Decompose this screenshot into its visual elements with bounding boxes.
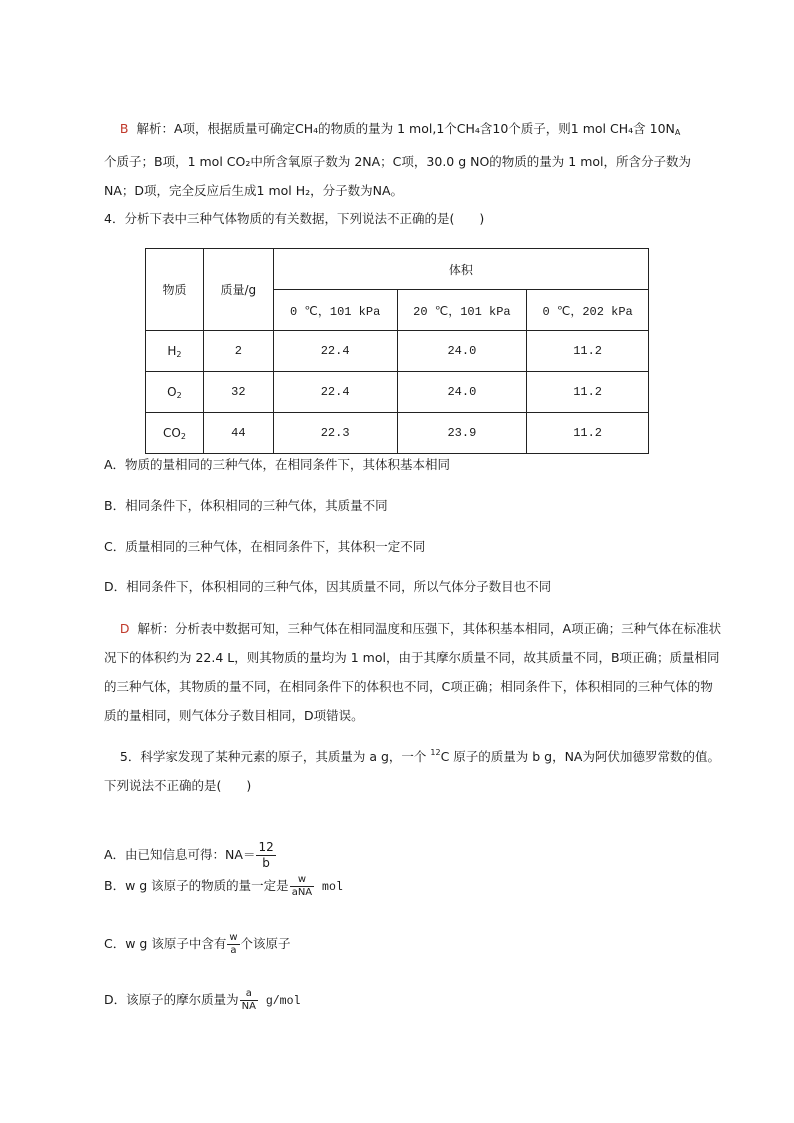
q4-stem: 4．分析下表中三种气体物质的有关数据，下列说法不正确的是( ): [104, 211, 485, 226]
table-cell-substance: $CO_2$: [146, 413, 204, 454]
table-header-substance: 物质: [146, 249, 204, 331]
table-header-condition-3: 0 ℃，202 kPa: [527, 290, 649, 331]
table-row: [146, 413, 649, 454]
q5-option-c: C．w g 该原子中含有 $\frac{w}{a}$ 个该原子: [104, 932, 291, 956]
table-cell-substance: $O_2$: [146, 372, 204, 413]
table-header-mass: 质量/g: [203, 249, 273, 331]
q4-option-d: D．相同条件下，体积相同的三种气体，因其质量不同，所以气体分子数目也不同: [104, 579, 552, 594]
table-cell-mass: 44: [203, 413, 273, 454]
table-cell-volume: 11.2: [527, 372, 649, 413]
table-cell-volume: 22.4: [273, 372, 397, 413]
table-header-volume: 体积: [273, 249, 648, 290]
table-cell-mass: 32: [203, 372, 273, 413]
q4-answer: D: [119, 621, 130, 636]
q5-option-b: B．w g 该原子的物质的量一定是 $\frac{w}{\text{aNA}}$ mol: [104, 874, 343, 898]
table-cell-volume: 11.2: [527, 413, 649, 454]
q3-solution-line3: NA；D项，完全反应后生成1 mol H₂，分子数为NA。: [104, 183, 404, 198]
table-row: [146, 331, 649, 372]
table-cell-volume: 11.2: [527, 331, 649, 372]
q3-answer: B: [119, 121, 129, 136]
q5-option-d-fraction: $\frac{a}{NA}$: [241, 988, 256, 1012]
q5-option-a: A．由已知信息可得：NA＝ $\frac{12}{b}$: [104, 840, 274, 870]
q5-option-d: D．该原子的摩尔质量为 $\frac{a}{NA}$ g/mol: [104, 988, 301, 1012]
table-header-condition-2: 20 ℃，101 kPa: [397, 290, 527, 331]
table-cell-mass: 2: [203, 331, 273, 372]
q4-option-a: A．物质的量相同的三种气体，在相同条件下，其体积基本相同: [104, 457, 451, 472]
q3-solution-line1: ：A项，根据质量可确定CH₄的物质的量为 1 mol,1个CH₄含10个质子，则1 mol CH₄含 10N: [161, 121, 675, 136]
q4-option-b: B．相同条件下，体积相同的三种气体，其质量不同: [104, 498, 388, 513]
table-cell-volume: 22.3: [273, 413, 397, 454]
q5-option-a-fraction: $\frac{12}{b}$: [258, 840, 274, 870]
q4-solution-label: 解析: [137, 621, 163, 636]
table-cell-volume: 24.0: [397, 372, 527, 413]
table-cell-volume: 24.0: [397, 331, 527, 372]
q3-solution-line2: 个质子；B项，1 mol CO₂中所含氧原子数为 2NA；C项，30.0 g NO的物质的量为 1 mol，所含分子数为: [104, 154, 692, 169]
table-header-condition-1: 0 ℃，101 kPa: [273, 290, 397, 331]
q3-solution-line1-sub: A: [674, 128, 681, 137]
q5-option-b-fraction: $\frac{w}{\text{aNA}}$: [291, 874, 313, 898]
table-cell-substance: $H_2$: [146, 331, 204, 372]
table-cell-volume: 23.9: [397, 413, 527, 454]
q4-data-table: [145, 248, 649, 454]
q5-stem: 5．科学家发现了某种元素的原子，其质量为 a g，一个 $^{12}$C 原子的质量为 b g，NA为阿伏加德罗常数的值。下列说法不正确的是( ): [104, 748, 720, 793]
q4-solution-text: ：分析表中数据可知，三种气体在相同温度和压强下，其体积基本相同，A项正确；三种气体在标准状况下的体积约为 22.4 L，则其物质的量均为 1 mol，由于其摩尔质量不同，故其质量不同，B项正确；质量相同的三种气体，其物质的量不同，在相同条件下的体积也不同，C项正确；相同条件下，体积相同的三种气体的物质的量相同，则气体分子数目相同，D项错误。: [104, 621, 722, 723]
q5-option-c-fraction: $\frac{w}{a}$: [229, 932, 238, 956]
q4-option-c: C．质量相同的三种气体，在相同条件下，其体积一定不同: [104, 539, 426, 554]
q5-stem-sup: 12: [430, 748, 441, 757]
q4-solution: [104, 614, 724, 730]
q3-solution: [104, 114, 724, 205]
table-cell-volume: 22.4: [273, 331, 397, 372]
q3-solution-label: 解析: [136, 121, 162, 136]
table-row: [146, 372, 649, 413]
